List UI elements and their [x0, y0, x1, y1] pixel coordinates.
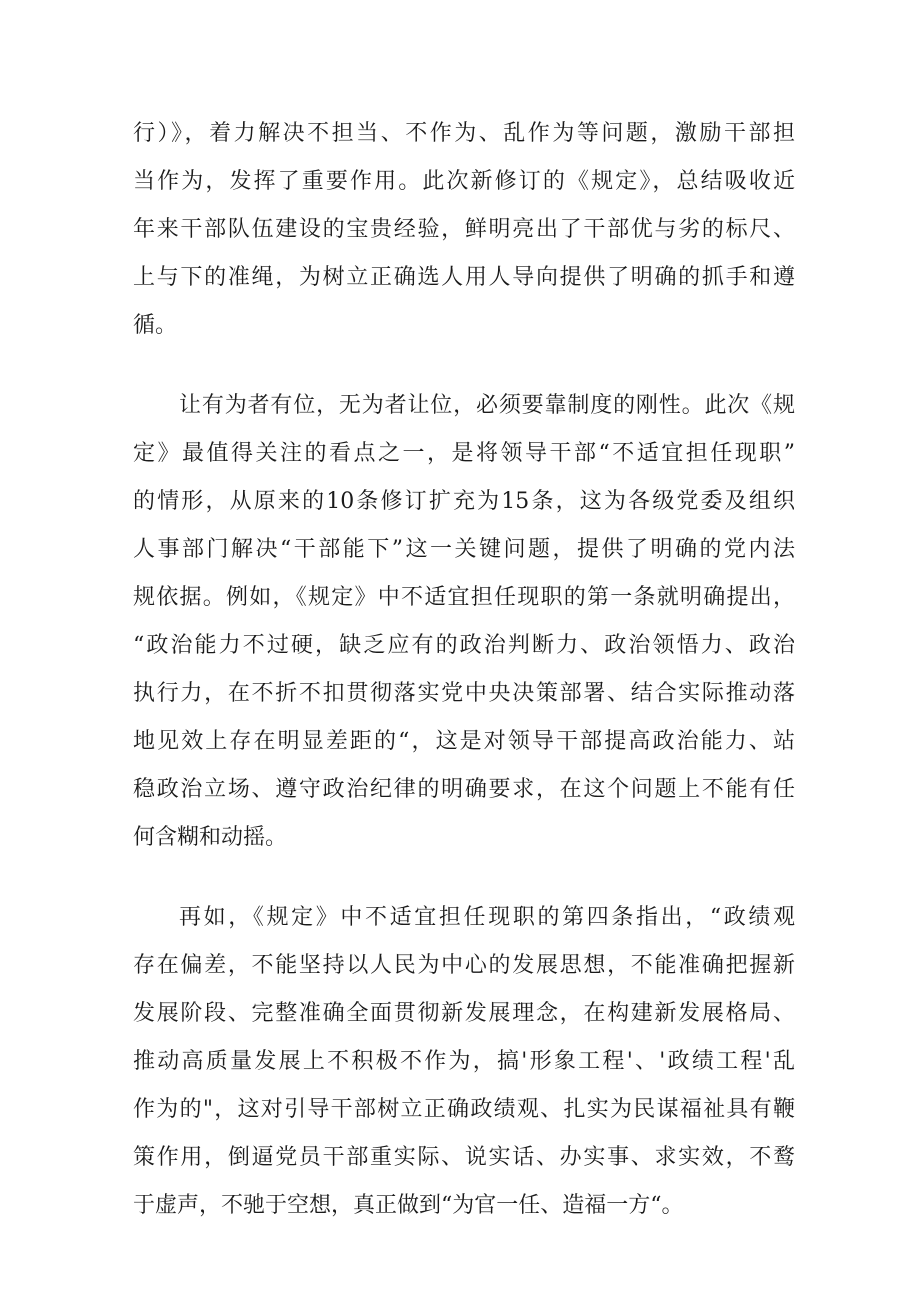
paragraph-spacer [133, 350, 795, 382]
text-line: 稳政治立场、遵守政治纪律的明确要求，在这个问题上不能有任 [133, 777, 795, 802]
text-line: 存在偏差，不能坚持以人民为中心的发展思想，不能准确把握新 [133, 953, 795, 978]
paragraph-2 [133, 382, 795, 862]
text-line: 年来干部队伍建设的宝贵经验，鲜明亮出了干部优与劣的标尺、 [133, 217, 795, 242]
text-line: 规依据。例如，《规定》中不适宜担任现职的第一条就明确提出， [133, 585, 795, 610]
text-line: 何含糊和动摇。 [133, 825, 288, 850]
text-line: 作为的"，这对引导干部树立正确政绩观、扎实为民谋福祉具有鞭 [133, 1097, 795, 1122]
text-line: 再如，《规定》中不适宜担任现职的第四条指出，“政绩观 [179, 905, 795, 930]
text-line: 行）》，着力解决不担当、不作为、乱作为等问题，激励干部担 [133, 121, 795, 146]
document-body [133, 110, 795, 1230]
text-line: 定》最值得关注的看点之一，是将领导干部“不适宜担任现职” [133, 441, 795, 466]
text-line: 地见效上存在明显差距的“，这是对领导干部提高政治能力、站 [133, 729, 795, 754]
paragraph-3 [133, 894, 795, 1230]
text-line: 的情形，从原来的10条修订扩充为15条，这为各级党委及组织 [133, 489, 795, 514]
text-line: 发展阶段、完整准确全面贯彻新发展理念，在构建新发展格局、 [133, 1001, 795, 1026]
paragraph-1 [133, 110, 795, 350]
paragraph-spacer [133, 862, 795, 894]
text-line: 策作用，倒逼党员干部重实际、说实话、办实事、求实效，不鹜 [133, 1145, 795, 1170]
text-line: 循。 [133, 313, 178, 338]
text-line: 执行力，在不折不扣贯彻落实党中央决策部署、结合实际推动落 [133, 681, 795, 706]
text-line: 人事部门解决“干部能下”这一关键问题，提供了明确的党内法 [133, 537, 795, 562]
text-line: 当作为，发挥了重要作用。此次新修订的《规定》，总结吸收近 [133, 169, 795, 194]
text-line: 让有为者有位，无为者让位，必须要靠制度的刚性。此次《规 [179, 393, 795, 418]
text-line: “政治能力不过硬，缺乏应有的政治判断力、政治领悟力、政治 [133, 633, 795, 658]
text-line: 推动高质量发展上不积极不作为，搞'形象工程'、'政绩工程'乱 [133, 1049, 795, 1074]
text-line: 上与下的准绳，为树立正确选人用人导向提供了明确的抓手和遵 [133, 265, 795, 290]
text-line: 于虚声，不驰于空想，真正做到“为官一任、造福一方“。 [133, 1193, 684, 1218]
